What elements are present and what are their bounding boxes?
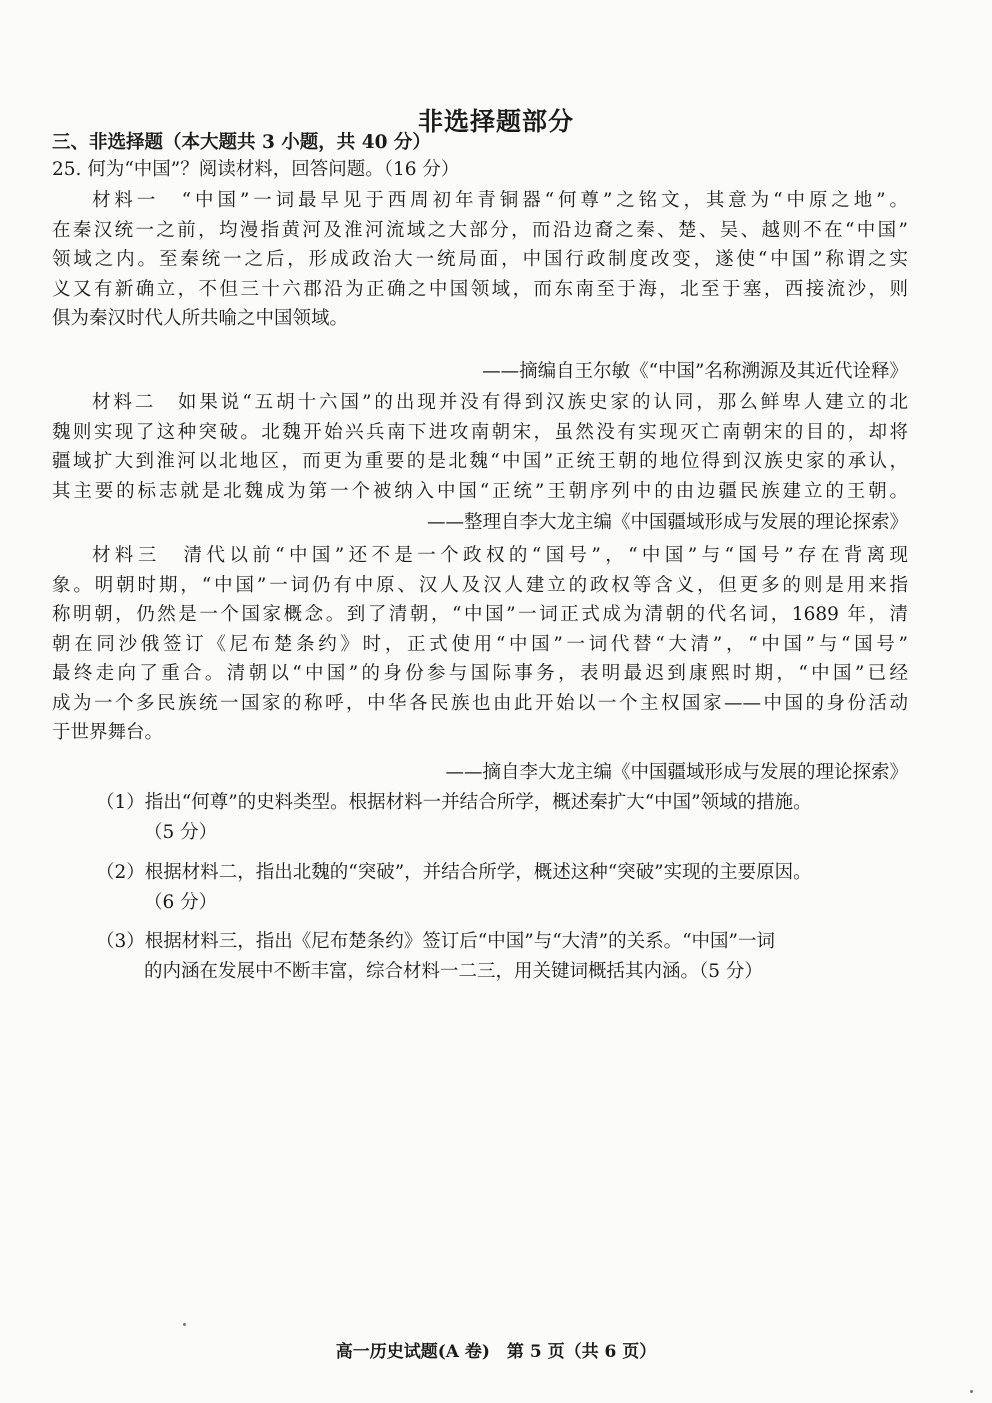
material-3 [52, 541, 908, 748]
material-2-source: ——整理自李大龙主编《中国疆域形成与发展的理论探索》 [426, 512, 908, 533]
material-3-line: 材料三 清代以前“中国”还不是一个政权的“国号”，“中国”与“国号”存在背离现 [92, 545, 908, 566]
subquestion-3-line: 的内涵在发展中不断丰富，综合材料一二三，用关键词概括其内涵。（5 分） [144, 961, 763, 982]
material-2-line: 材料二 如果说“五胡十六国”的出现并没有得到汉族史家的认同，那么鲜卑人建立的北 [92, 392, 908, 413]
material-3-line: 最终走向了重合。清朝以“中国”的身份参与国际事务，表明最迟到康熙时期，“中国”已经 [52, 663, 908, 684]
material-1-line: 义又有新确立，不但三十六郡沿为正确之中国领域，而东南至于海，北至于塞，西接流沙，则 [52, 278, 908, 300]
part-title: 非选择题部分 [417, 107, 574, 136]
material-3-line: 于世界舞台。 [52, 722, 164, 743]
material-3-line: 朝在同沙俄签订《尼布楚条约》时，正式使用“中国”一词代替“大清”，“中国”与“国号” [52, 633, 908, 655]
question-prompt: 何为“中国”？阅读材料，回答问题。（16 分） [87, 159, 460, 180]
material-1-line: 俱为秦汉时代人所共喻之中国领域。 [52, 308, 349, 329]
material-1-source: ——摘编自王尔敏《“中国”名称溯源及其近代诠释》 [482, 361, 908, 382]
subquestion-1 [96, 788, 908, 848]
material-1 [52, 186, 908, 334]
subquestion-2-line: （2）根据材料二，指出北魏的“突破”，并结合所学，概述这种“突破”实现的主要原因。 [96, 862, 812, 883]
material-2-line: 疆域扩大到淮河以北地区，而更为重要的是北魏“中国”正统王朝的地位得到汉族史家的承认， [52, 451, 908, 472]
material-3-line: 象。明朝时期，“中国”一词仍有中原、汉人及汉人建立的政权等含义，但更多的则是用来指 [52, 574, 908, 596]
material-1-line: 材料一 “中国”一词最早见于西周初年青铜器“何尊”之铭文，其意为“中原之地”。 [92, 190, 908, 211]
material-1-line: 在秦汉统一之前，均漫指黄河及淮河流域之大部分，而沿边裔之秦、楚、吴、越则不在“中国” [52, 219, 908, 241]
subquestion-3-line: （3）根据材料三，指出《尼布楚条约》签订后“中国”与“大清”的关系。“中国”一词 [96, 931, 776, 952]
subquestion-2-score: （6 分） [144, 892, 218, 913]
page-footer: 高一历史试题(A 卷) 第 5 页（共 6 页） [335, 1342, 657, 1362]
question-header [52, 157, 459, 183]
scan-speck [183, 1323, 186, 1326]
material-1-line: 领域之内。至秦统一之后，形成政治大一统局面，中国行政制度改变，遂使“中国”称谓之实 [52, 249, 908, 270]
subquestion-2 [96, 858, 908, 918]
scan-speck [970, 1390, 973, 1393]
material-3-source: ——摘自李大龙主编《中国疆域形成与发展的理论探索》 [445, 762, 908, 783]
material-3-line: 成为一个多民族统一国家的称呼，中华各民族也由此开始以一个主权国家——中国的身份活动 [52, 692, 908, 714]
subquestion-1-line: （1）指出“何尊”的史料类型。根据材料一并结合所学，概述秦扩大“中国”领域的措施。 [96, 792, 812, 813]
section-heading: 三、非选择题（本大题共 3 小题，共 40 分） [52, 132, 431, 153]
question-number: 25. [52, 159, 82, 180]
subquestion-1-score: （5 分） [144, 822, 218, 843]
material-2-line: 魏则实现了这种突破。北魏开始兴兵南下进攻南朝宋，虽然没有实现灭亡南朝宋的目的，却将 [52, 421, 908, 443]
subquestion-3 [96, 927, 908, 987]
material-3-line: 称明朝，仍然是一个国家概念。到了清朝，“中国”一词正式成为清朝的代名词，1689 年，清 [52, 604, 908, 625]
material-2-line: 其主要的标志就是北魏成为第一个被纳入中国“正统”王朝序列中的由边疆民族建立的王朝。 [52, 480, 908, 502]
material-2 [52, 388, 908, 506]
